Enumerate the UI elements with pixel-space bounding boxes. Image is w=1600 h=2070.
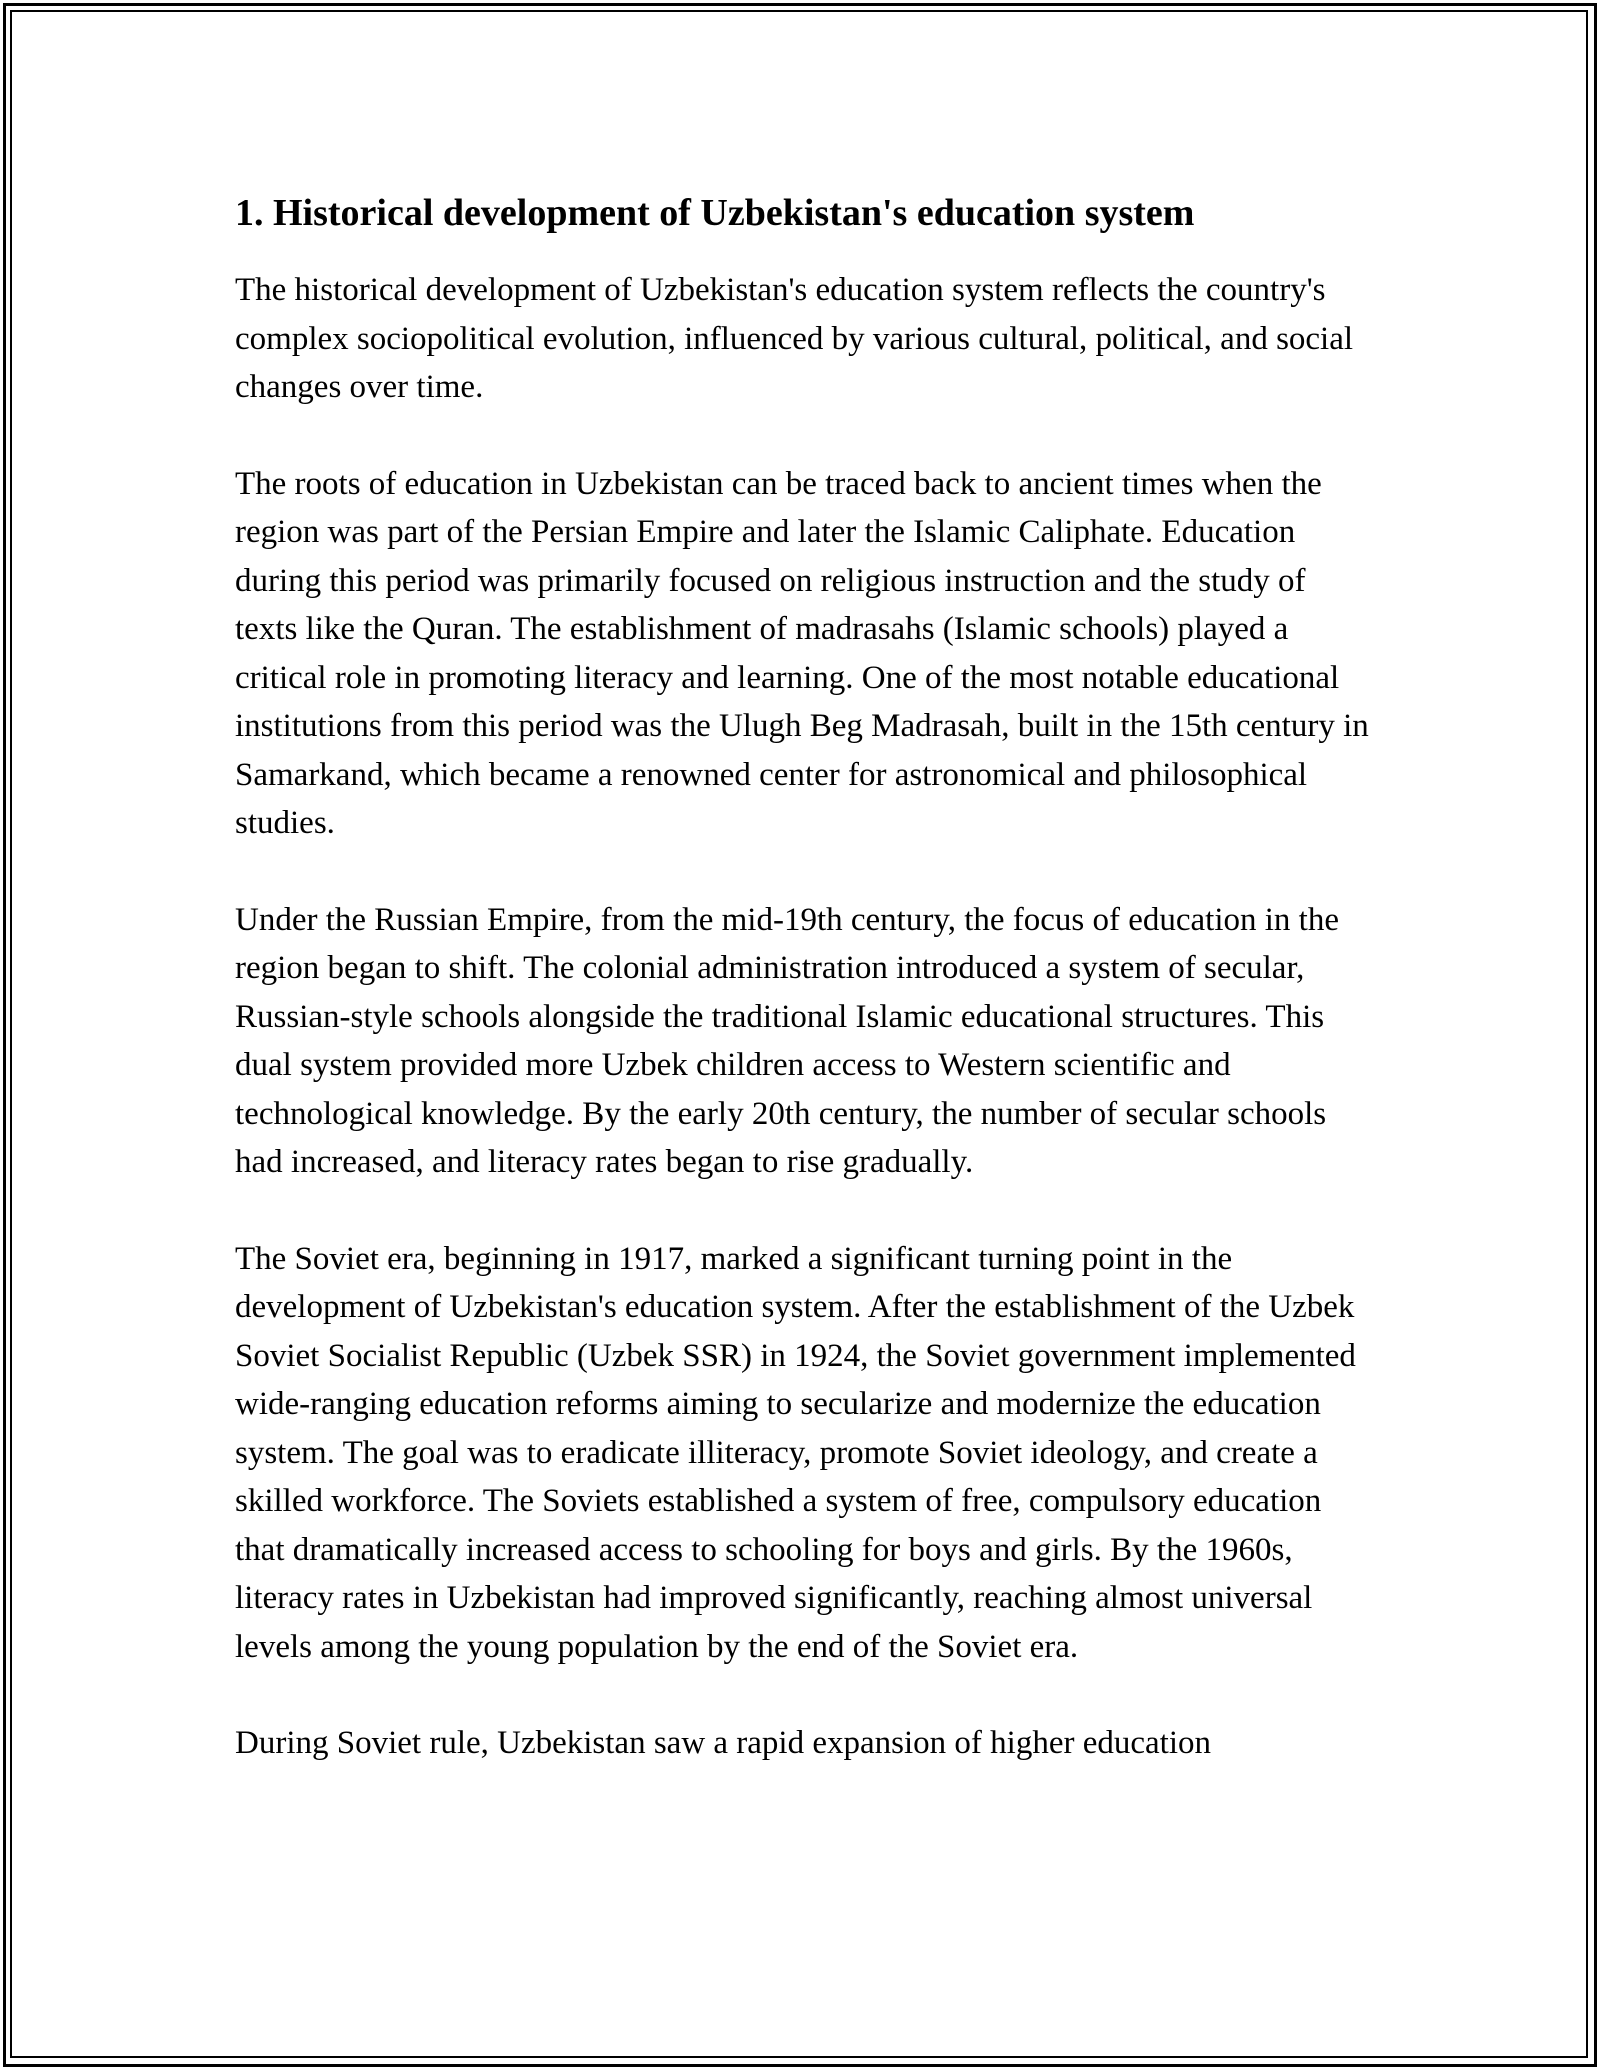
document-body [235, 188, 1375, 1816]
paragraph-intro: The historical development of Uzbekistan's education system reflects the country's complex sociopolitical evolution, influenced by various cultural, political, and social changes over time. [235, 272, 1354, 405]
paragraph-higher-education: During Soviet rule, Uzbekistan saw a rapid expansion of higher education [235, 1725, 1211, 1761]
paragraph-ancient-roots: The roots of education in Uzbekistan can be traced back to ancient times when the region was part of the Persian Empire and later the Islamic Caliphate. Education during this period was primarily focused on religious instruction and the study of texts like the Quran. The establishment of madrasahs (Islamic schools) played a critical role in promoting literacy and learning. One of the most notable educational institutions from this period was the Ulugh Beg Madrasah, built in the 15th century in Samarkand, which became a renowned center for astronomical and philosophical studies. [235, 465, 1369, 841]
section-heading: 1. Historical development of Uzbekistan's education system [235, 192, 1195, 234]
paragraph-soviet-era: The Soviet era, beginning in 1917, marked a significant turning point in the development of Uzbekistan's education system. After the establishment of the Uzbek Soviet Socialist Republic (Uzbek SSR) in 1924, the Soviet government implemented wide-ranging education reforms aiming to secularize and modernize the education system. The goal was to eradicate illiteracy, promote Soviet ideology, and create a skilled workforce. The Soviets established a system of free, compulsory education that dramatically increased access to schooling for boys and girls. By the 1960s, literacy rates in Uzbekistan had improved significantly, reaching almost universal levels among the young population by the end of the Soviet era. [235, 1240, 1356, 1665]
paragraph-russian-empire: Under the Russian Empire, from the mid-19th century, the focus of education in the region began to shift. The colonial administration introduced a system of secular, Russian-style schools alongside the traditional Islamic educational structures. This dual system provided more Uzbek children access to Western scientific and technological knowledge. By the early 20th century, the number of secular schools had increased, and literacy rates began to rise gradually. [235, 901, 1339, 1180]
